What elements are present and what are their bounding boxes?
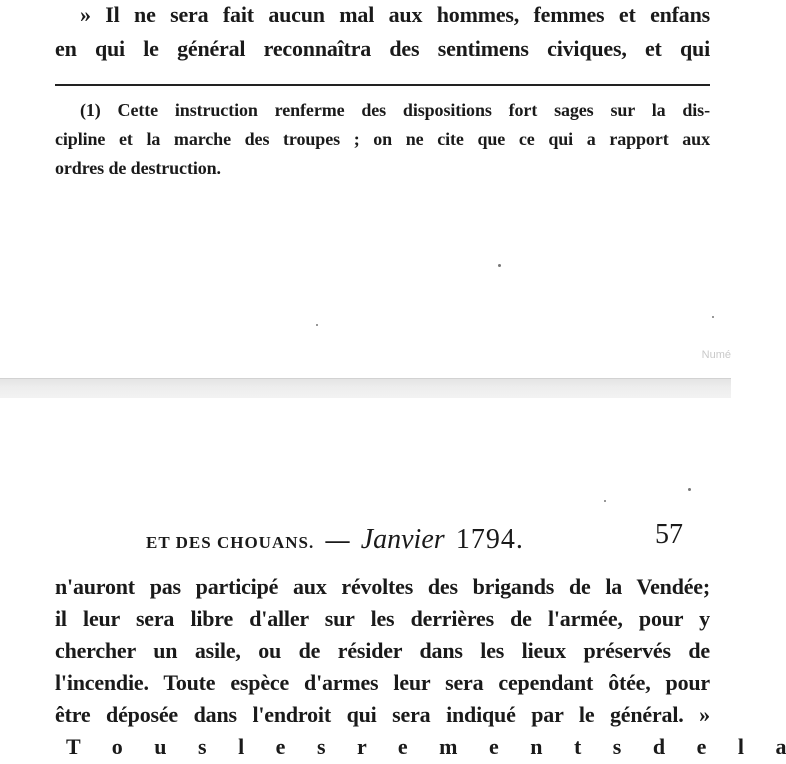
page-separator bbox=[0, 378, 731, 400]
page-number: 57 bbox=[655, 519, 683, 550]
watermark-text: Numé bbox=[701, 349, 731, 361]
running-head-dash: — bbox=[325, 528, 350, 554]
body-text-line: en qui le général reconnaîtra des sentimens civiques, et qui bbox=[55, 36, 710, 61]
paper-speck bbox=[316, 324, 318, 326]
running-head-month: Janvier bbox=[360, 524, 445, 555]
body-text-line: chercher un asile, ou de résider dans les lieux préservés de bbox=[55, 638, 710, 663]
footnote-separator bbox=[55, 84, 710, 86]
paper-speck bbox=[498, 264, 501, 267]
cut-off-text: T o u s l e s r e m e n t s d e l a bbox=[66, 734, 786, 759]
paper-speck bbox=[604, 500, 606, 502]
cut-off-text-line bbox=[66, 734, 786, 764]
running-head-title: ET DES CHOUANS. bbox=[146, 533, 315, 552]
footnote-line: ordres de destruction. bbox=[55, 158, 221, 178]
current-page bbox=[0, 398, 786, 759]
running-head-year: 1794. bbox=[455, 524, 524, 555]
body-text-line: n'auront pas participé aux révoltes des brigands de la Vendée; bbox=[55, 574, 710, 599]
footnote-line: (1) Cette instruction renferme des dispositions fort sages sur la dis- bbox=[80, 100, 710, 120]
paper-speck bbox=[712, 316, 714, 318]
body-text-line: être déposée dans l'endroit qui sera indiqué par le général. » bbox=[55, 702, 710, 727]
footnote-line: cipline et la marche des troupes ; on ne cite que ce qui a rapport aux bbox=[55, 129, 710, 149]
running-head bbox=[146, 524, 524, 556]
previous-page bbox=[0, 0, 731, 378]
body-text-line: » Il ne sera fait aucun mal aux hommes, femmes et enfans bbox=[80, 2, 710, 27]
body-text-line: il leur sera libre d'aller sur les derrières de l'armée, pour y bbox=[55, 606, 710, 631]
body-text-line: l'incendie. Toute espèce d'armes leur sera cependant ôtée, pour bbox=[55, 670, 710, 695]
paper-speck bbox=[688, 488, 691, 491]
